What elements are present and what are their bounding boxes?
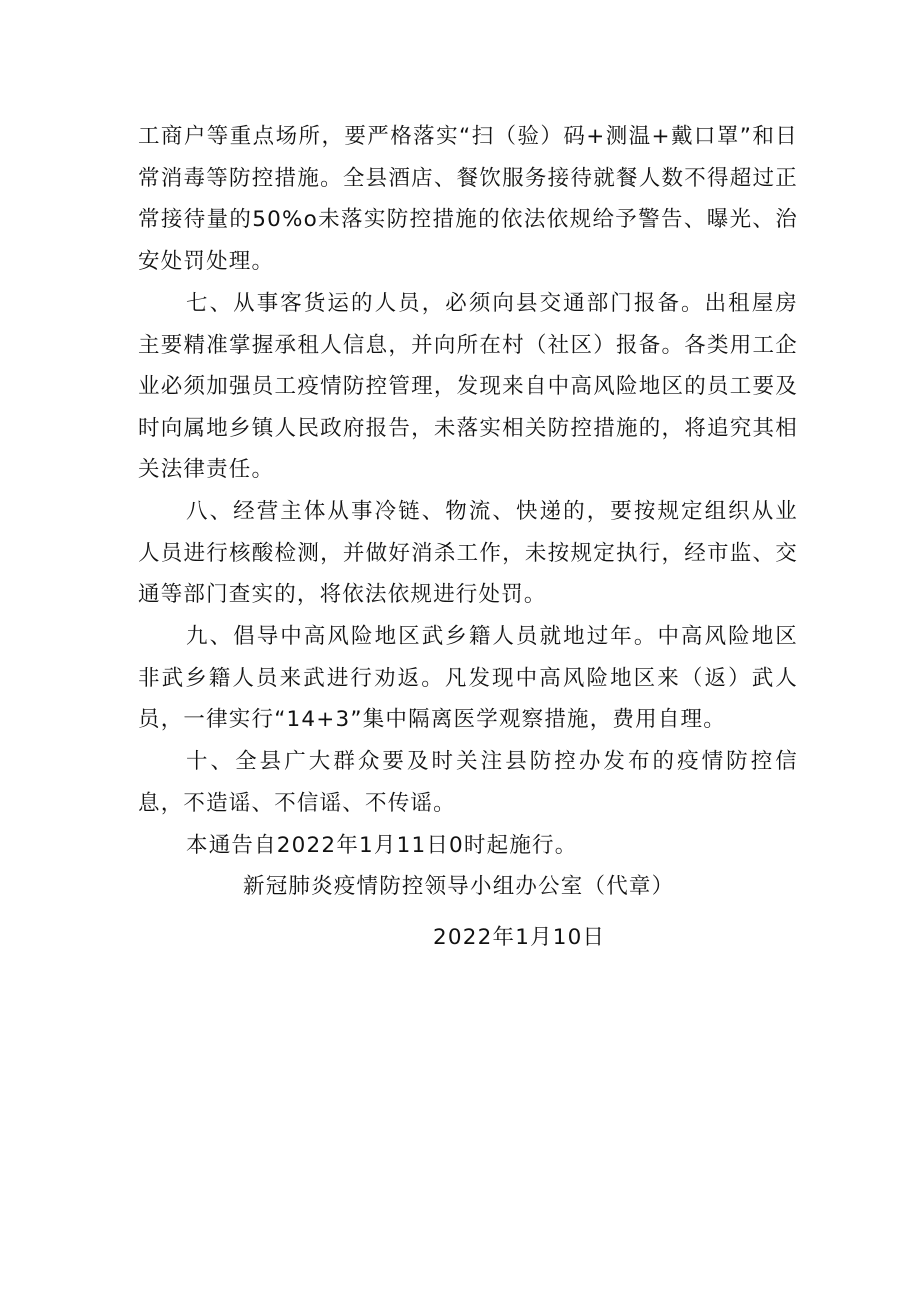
paragraph-item-7: 七、从事客货运的人员，必须向县交通部门报备。出租屋房主要精准掌握承租人信息，并向所在村（社区）报备。各类用工企业必须加强员工疫情防控管理，发现来自中高风险地区的员工要及时向属地乡镇人民政府报告，未落实相关防控措施的，将追究其相关法律责任。: [138, 291, 798, 482]
paragraph-continuation: 工商户等重点场所，要严格落实“扫（验）码+测温+戴口罩”和日常消毒等防控措施。全县酒店、餐饮服务接待就餐人数不得超过正常接待量的50%o未落实防控措施的依法依规给予警告、曝光、治安处罚处理。: [138, 124, 798, 274]
effective-date-notice: 本通告自2022年1月11日0时起施行。: [186, 833, 578, 858]
issuing-office-signature: 新冠肺炎疫情防控领导小组办公室（代章）: [243, 874, 675, 899]
paragraph-item-9: 九、倡导中高风险地区武乡籍人员就地过年。中高风险地区非武乡籍人员来武进行劝返。凡发现中高风险地区来（返）武人员，一律实行“14+3”集中隔离医学观察措施，费用自理。: [138, 624, 798, 732]
paragraph-item-8: 八、经营主体从事冷链、物流、快递的，要按规定组织从业人员进行核酸检测，并做好消杀工作，未按规定执行，经市监、交通等部门查实的，将依法依规进行处罚。: [138, 499, 798, 607]
issue-date: 2022年1月10日: [433, 925, 606, 950]
paragraph-item-10: 十、全县广大群众要及时关注县防控办发布的疫情防控信息，不造谣、不信谣、不传谣。: [138, 749, 798, 816]
